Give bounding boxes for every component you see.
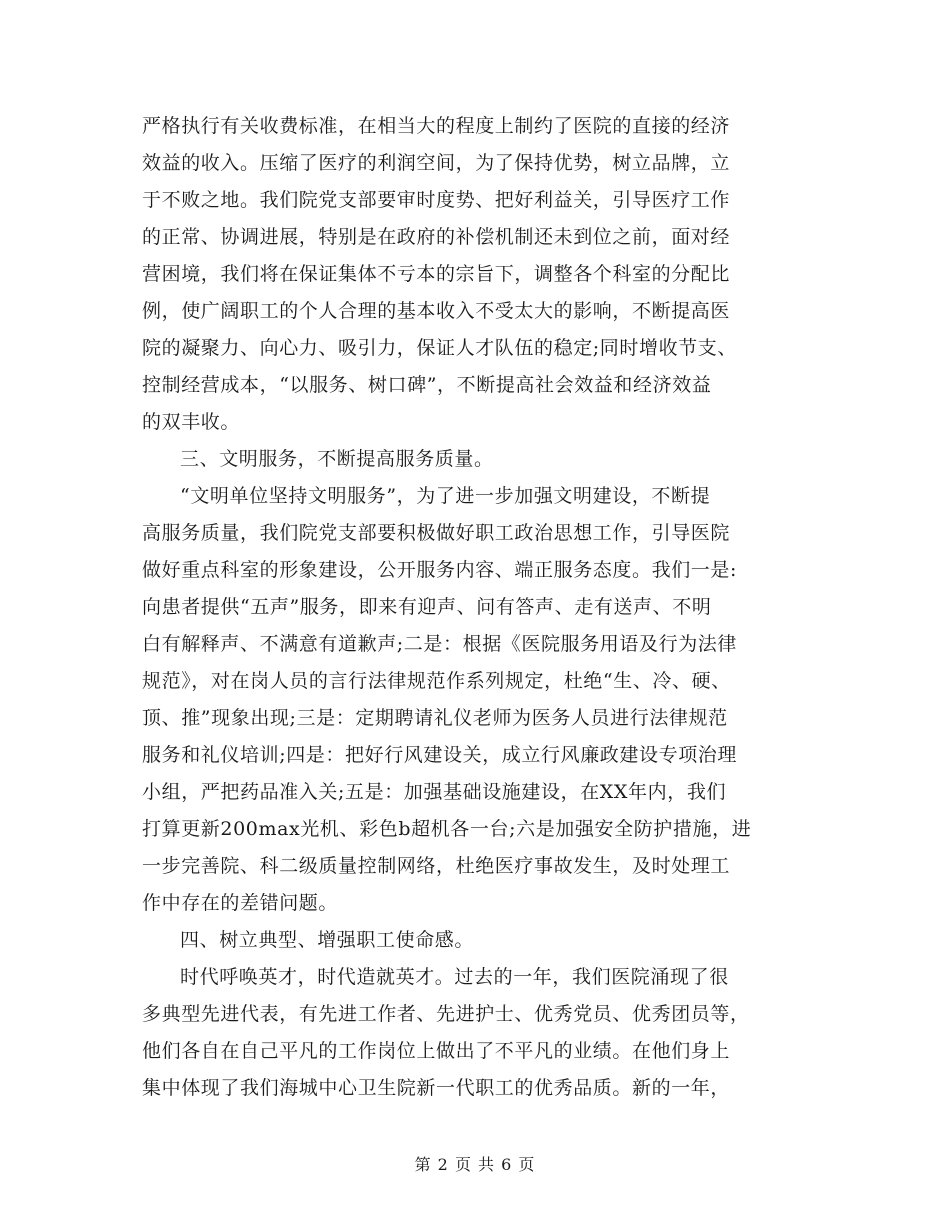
text-line: 营困境，我们将在保证集体不亏本的宗旨下，调整各个科室的分配比	[142, 263, 731, 285]
text-line: 打算更新200max光机、彩色b超机各一台;六是加强安全防护措施，进	[142, 818, 752, 840]
page-number-footer: 第 2 页 共 6 页	[414, 1155, 536, 1174]
document-body	[142, 108, 810, 1107]
text-line: 效益的收入。压缩了医疗的利润空间，为了保持优势，树立品牌，立	[142, 152, 731, 174]
text-line: 小组，严把药品准入关;五是：加强基础设施建设，在XX年内，我们	[142, 781, 727, 803]
text-line: 多典型先进代表，有先进工作者、先进护士、优秀党员、优秀团员等，	[142, 1003, 750, 1025]
text-line: 控制经营成本，“以服务、树口碑”，不断提高社会效益和经济效益	[142, 374, 712, 396]
text-line: 的双丰收。	[142, 411, 241, 433]
text-line: 向患者提供“五声”服务，即来有迎声、问有答声、走有送声、不明	[142, 596, 712, 618]
text-line: 顶、推”现象出现;三是：定期聘请礼仪老师为医务人员进行法律规范	[142, 707, 728, 729]
text-line: “文明单位坚持文明服务”，为了进一步加强文明建设，不断提	[180, 485, 711, 507]
text-line: 例，使广阔职工的个人合理的基本收入不受太大的影响，不断提高医	[142, 300, 731, 322]
text-line: 白有解释声、不满意有道歉声;二是：根据《医院服务用语及行为法律	[142, 633, 738, 655]
text-line: 院的凝聚力、向心力、吸引力，保证人才队伍的稳定;同时增收节支、	[142, 337, 738, 359]
text-line: 四、树立典型、增强职工使命感。	[180, 929, 475, 951]
text-line: 严格执行有关收费标准，在相当大的程度上制约了医院的直接的经济	[142, 115, 731, 137]
text-line: 服务和礼仪培训;四是：把好行风建设关，成立行风廉政建设专项治理	[142, 744, 738, 766]
text-line: 作中存在的差错问题。	[142, 892, 339, 914]
text-line: 他们各自在自己平凡的工作岗位上做出了不平凡的业绩。在他们身上	[142, 1040, 731, 1062]
text-line: 三、文明服务，不断提高服务质量。	[180, 448, 494, 470]
text-line: 做好重点科室的形象建设，公开服务内容、端正服务态度。我们一是:	[142, 559, 738, 581]
text-line: 的正常、协调进展，特别是在政府的补偿机制还未到位之前，面对经	[142, 226, 731, 248]
text-line: 于不败之地。我们院党支部要审时度势、把好利益关，引导医疗工作	[142, 189, 731, 211]
text-line: 高服务质量，我们院党支部要积极做好职工政治思想工作，引导医院	[142, 522, 731, 544]
text-line: 时代呼唤英才，时代造就英才。过去的一年，我们医院涌现了很	[180, 966, 729, 988]
text-line: 一步完善院、科二级质量控制网络，杜绝医疗事故发生，及时处理工	[142, 855, 731, 877]
text-line: 规范》，对在岗人员的言行法律规范作系列规定，杜绝“生、冷、硬、	[142, 670, 731, 692]
text-line: 集中体现了我们海城中心卫生院新一代职工的优秀品质。新的一年，	[142, 1077, 731, 1099]
